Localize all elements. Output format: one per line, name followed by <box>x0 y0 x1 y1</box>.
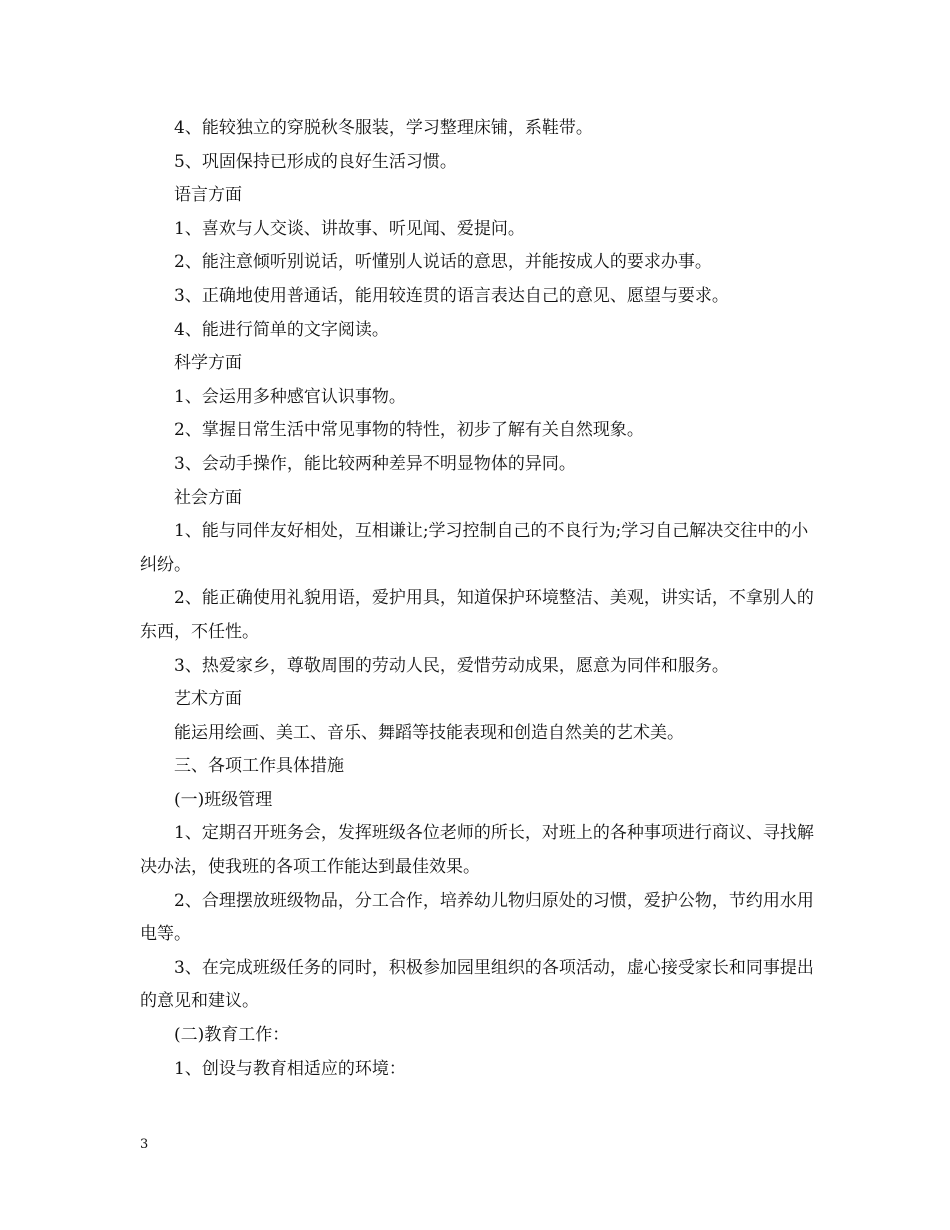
paragraph: 1、能与同伴友好相处，互相谦让;学习控制自己的不良行为;学习自己解决交往中的小纠纷。 <box>140 521 809 575</box>
section-heading-language: 语言方面 <box>174 185 242 206</box>
paragraph: 1、会运用多种感官认识事物。 <box>174 386 406 407</box>
paragraph: 2、能正确使用礼貌用语，爱护用具，知道保护环境整洁、美观，讲实话，不拿别人的东西，不任性。 <box>140 588 814 642</box>
page-number: 3 <box>140 1137 149 1152</box>
document-body <box>140 112 816 1086</box>
section-heading-measures: 三、各项工作具体措施 <box>174 756 344 777</box>
paragraph: 4、能较独立的穿脱秋冬服装，学习整理床铺，系鞋带。 <box>174 118 593 138</box>
section-heading-social: 社会方面 <box>174 487 242 508</box>
paragraph: 3、会动手操作，能比较两种差异不明显物体的异同。 <box>174 453 576 474</box>
paragraph: 1、创设与教育相适应的环境： <box>174 1058 406 1079</box>
subsection-heading-class-management: (一)班级管理 <box>174 789 273 810</box>
paragraph: 3、在完成班级任务的同时，积极参加园里组织的各项活动，虚心接受家长和同事提出的意见和建议。 <box>140 957 814 1012</box>
paragraph: 1、定期召开班务会，发挥班级各位老师的所长，对班上的各种事项进行商议、寻找解决办法，使我班的各项工作能达到最佳效果。 <box>140 823 814 878</box>
paragraph: 4、能进行简单的文字阅读。 <box>174 319 389 340</box>
paragraph: 2、合理摆放班级物品，分工合作，培养幼儿物归原处的习惯，爱护公物，节约用水用电等。 <box>140 890 814 945</box>
paragraph: 2、能注意倾听别说话，听懂别人说话的意思，并能按成人的要求办事。 <box>174 252 712 273</box>
paragraph: 能运用绘画、美工、音乐、舞蹈等技能表现和创造自然美的艺术美。 <box>174 722 684 743</box>
subsection-heading-education-work: (二)教育工作： <box>174 1025 290 1046</box>
section-heading-art: 艺术方面 <box>174 689 242 710</box>
paragraph: 2、掌握日常生活中常见事物的特性，初步了解有关自然现象。 <box>174 420 644 441</box>
paragraph: 3、热爱家乡，尊敬周围的劳动人民，爱惜劳动成果，愿意为同伴和服务。 <box>174 655 729 676</box>
paragraph: 3、正确地使用普通话，能用较连贯的语言表达自己的意见、愿望与要求。 <box>174 285 729 306</box>
paragraph: 1、喜欢与人交谈、讲故事、听见闻、爱提问。 <box>174 218 525 239</box>
paragraph: 5、巩固保持已形成的良好生活习惯。 <box>174 151 457 172</box>
section-heading-science: 科学方面 <box>174 353 242 374</box>
